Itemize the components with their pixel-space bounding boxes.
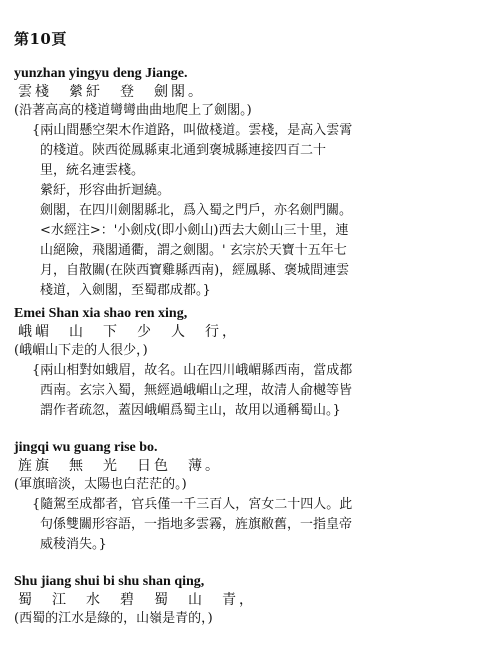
note-line: {兩山相對如蛾眉，故名。山在四川峨嵋縣西南，當成都 bbox=[32, 363, 353, 378]
verse-hanzi: 雲棧 縈紆 登 劍閣。 bbox=[18, 84, 205, 100]
verse-hanzi: 蜀 江 水 碧 蜀 山 青， bbox=[18, 592, 256, 608]
verse-pinyin: Emei Shan xia shao ren xing, bbox=[14, 306, 188, 321]
note-line: 里，統名連雲棧。 bbox=[40, 163, 145, 178]
note-line: {兩山間懸空架木作道路，叫做棧道。雲棧，是高入雲霄 bbox=[32, 123, 353, 138]
verse-translation: (軍旗暗淡，太陽也白茫茫的。) bbox=[14, 477, 187, 492]
verse-block bbox=[14, 66, 492, 301]
note-line: 威稜消失。} bbox=[40, 537, 107, 552]
verse-translation: (峨嵋山下走的人很少，) bbox=[14, 343, 148, 358]
verse-translation: (沿著高高的棧道彎彎曲曲地爬上了劍閣。) bbox=[14, 103, 252, 118]
verse-pinyin: Shu jiang shui bi shu shan qing, bbox=[14, 574, 205, 589]
verse-note bbox=[32, 121, 492, 301]
verse-block bbox=[14, 306, 492, 421]
note-line: 棧道，入劍閣，至蜀郡成都。} bbox=[40, 283, 211, 298]
note-line: 劍閣，在四川劍閣縣北，爲入蜀之門戶，亦名劍門關。 bbox=[40, 203, 353, 218]
verse-block bbox=[14, 440, 492, 555]
note-line: 山絕險，飛閣通衢，謂之劍閣。' 玄宗於天寶十五年七 bbox=[40, 243, 347, 258]
note-line: 縈紆，形容曲折迴繞。 bbox=[40, 183, 171, 198]
page-number: 第10頁 bbox=[14, 30, 67, 48]
verse-translation: (西蜀的江水是綠的，山嶺是青的，) bbox=[14, 611, 213, 626]
verse-hanzi: 旌旗 無 光 日色 薄。 bbox=[18, 458, 222, 474]
verse-pinyin: yunzhan yingyu deng Jiange. bbox=[14, 66, 188, 81]
note-line: 西南。玄宗入蜀，無經過峨嵋山之理，故清人俞樾等皆 bbox=[40, 383, 353, 398]
note-line: 謂作者疏忽，蓋因峨嵋爲蜀主山，故用以通稱蜀山。} bbox=[40, 403, 341, 418]
note-line: <水經注>：'小劍戍(即小劍山)西去大劍山三十里，連 bbox=[40, 223, 349, 238]
note-line: 的棧道。陝西從鳳縣東北通到褒城縣連接四百二十 bbox=[40, 143, 327, 158]
note-line: 句係雙關形容語，一指地多雲霧，旌旗敝舊，一指皇帝 bbox=[40, 517, 353, 532]
verse-note bbox=[32, 495, 492, 555]
verse-pinyin: jingqi wu guang rise bo. bbox=[14, 440, 158, 455]
verse-block bbox=[14, 574, 492, 628]
verse-note bbox=[32, 361, 492, 421]
note-line: {隨駕至成都者，官兵僅一千三百人，宮女二十四人。此 bbox=[32, 497, 353, 512]
verse-hanzi: 峨嵋 山 下 少 人 行， bbox=[18, 324, 239, 340]
note-line: 月，自散關(在陝西寶雞縣西南)，經鳳縣、褒城間連雲 bbox=[40, 263, 350, 278]
